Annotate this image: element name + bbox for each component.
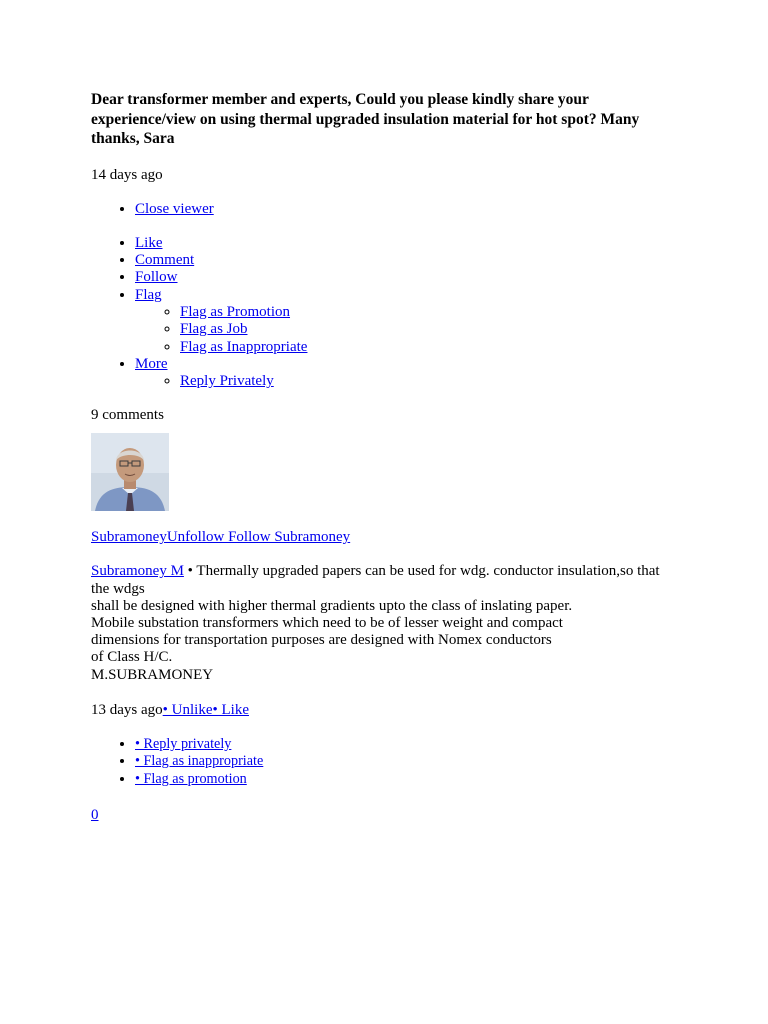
follow-link[interactable]: Follow	[135, 269, 178, 286]
comment-text-line: of Class H/C.	[91, 649, 173, 666]
comment-time: 13 days ago	[91, 701, 163, 718]
author-follow-line	[91, 528, 691, 546]
close-viewer-link[interactable]: Close viewer	[135, 200, 214, 217]
flag-as-job-link[interactable]: Flag as Job	[180, 321, 248, 338]
action-list	[91, 235, 691, 391]
reply-privately-link[interactable]: Reply Privately	[180, 373, 274, 390]
viewer-list	[91, 201, 691, 218]
person-photo-icon	[91, 433, 169, 511]
comment-signature: M.SUBRAMONEY	[91, 666, 214, 683]
flag-as-promotion-link[interactable]: Flag as Promotion	[180, 303, 291, 320]
comment-author-link[interactable]: Subramoney M	[91, 563, 184, 580]
bullet-separator: •	[183, 563, 197, 580]
comment-options-list	[91, 736, 691, 789]
comment-link[interactable]: Comment	[135, 252, 195, 269]
likes-count-line	[91, 806, 691, 824]
flag-link[interactable]: Flag	[135, 286, 162, 303]
flag-promotion-comment-link[interactable]: • Flag as promotion	[135, 771, 247, 788]
unlike-like-link[interactable]: • Unlike• Like	[162, 701, 249, 718]
comment-meta	[91, 701, 691, 719]
comment-text-line: shall be designed with higher thermal gradients upto the class of inslating paper.	[91, 597, 573, 614]
post-time: 14 days ago	[91, 166, 163, 183]
flag-as-inappropriate-link[interactable]: Flag as Inappropriate	[180, 338, 308, 355]
comment-text-line: dimensions for transportation purposes are designed with Nomex conductors	[91, 632, 552, 649]
question-text: Dear transformer member and experts, Could you please kindly share your experience/view on using thermal upgraded insulation material for hot spot? Many thanks, Sara	[91, 91, 640, 147]
flag-submenu	[135, 304, 691, 356]
avatar[interactable]	[91, 433, 169, 511]
more-link[interactable]: More	[135, 355, 168, 372]
comments-count: 9 comments	[91, 407, 164, 424]
like-link[interactable]: Like	[135, 234, 163, 251]
likes-count-link[interactable]: 0	[91, 806, 99, 823]
comment-body	[91, 563, 676, 683]
flag-inappropriate-comment-link[interactable]: • Flag as inappropriate	[135, 753, 264, 770]
author-follow-link[interactable]: SubramoneyUnfollow Follow Subramoney	[91, 529, 351, 546]
more-submenu	[135, 373, 691, 390]
comment-text-line: Mobile substation transformers which need to be of lesser weight and compact	[91, 615, 563, 632]
comment-text-line-1: Thermally upgraded papers can be used for wdg. conductor insulation,so that the wdgs	[91, 563, 660, 597]
viewer-item	[135, 201, 691, 218]
reply-privately-comment-link[interactable]: • Reply privately	[135, 735, 232, 752]
post-container	[91, 90, 691, 824]
